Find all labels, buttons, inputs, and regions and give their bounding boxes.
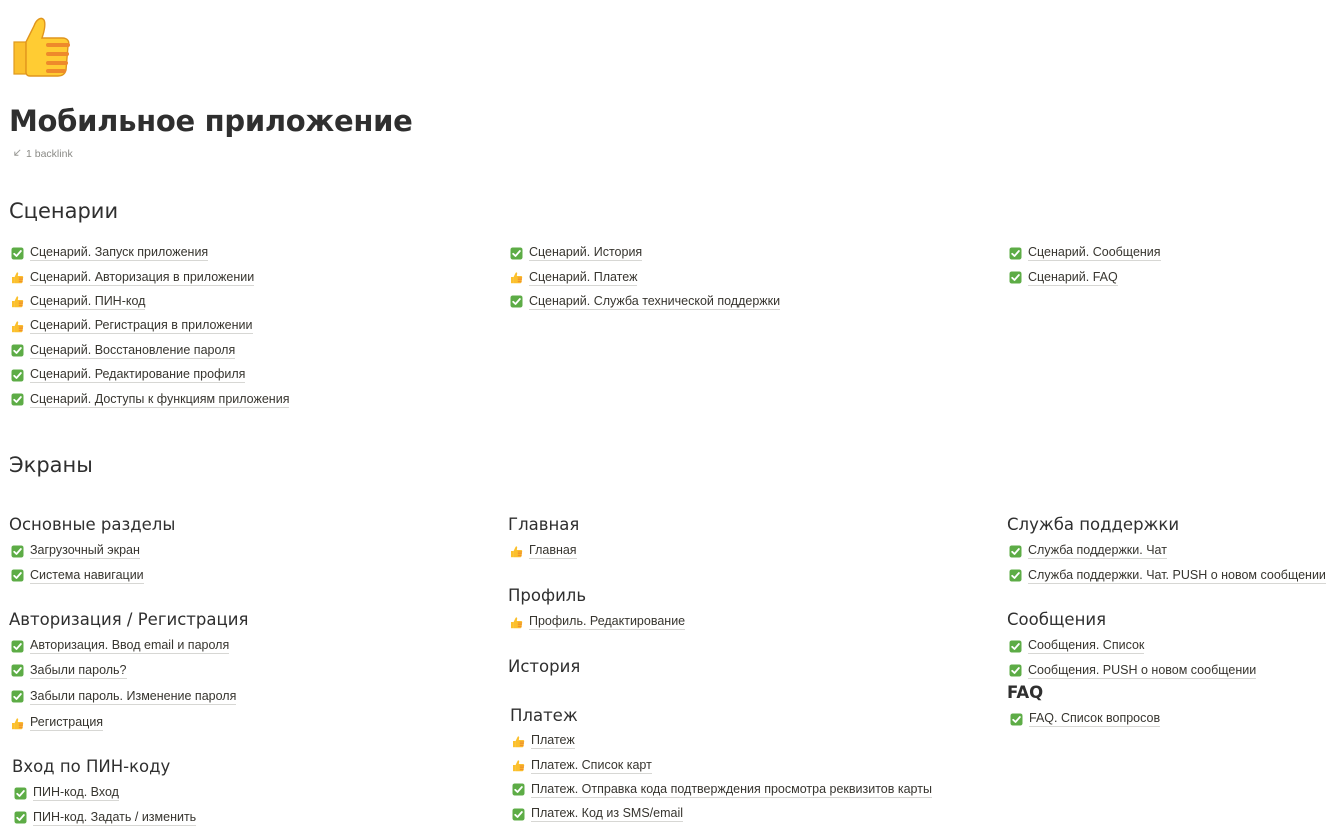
page-link-label: Сообщения. PUSH о новом сообщении <box>1028 662 1257 677</box>
page-link-label: ПИН-код. Задать / изменить <box>33 809 197 824</box>
page-link[interactable] <box>1009 539 1326 563</box>
history-heading: История <box>508 657 581 676</box>
page-link[interactable] <box>14 805 196 829</box>
page-link-label: Забыли пароль? <box>30 662 127 677</box>
main-sections-list <box>11 539 144 588</box>
page-title: Мобильное приложение <box>9 104 413 138</box>
page-link[interactable] <box>11 634 236 658</box>
page-link-label: Сценарий. Восстановление пароля <box>30 342 236 357</box>
checkbox-checked-icon <box>1009 664 1022 677</box>
backlinks-label: 1 backlink <box>26 148 73 160</box>
checkbox-checked-icon <box>11 344 24 357</box>
checkbox-checked-icon <box>11 664 24 677</box>
checkbox-checked-icon <box>1009 271 1022 284</box>
thumbs-up-icon <box>510 271 523 284</box>
faq-heading: FAQ <box>1007 683 1044 702</box>
page-link-label: Сценарий. Редактирование профиля <box>30 367 246 382</box>
screens-heading: Экраны <box>9 453 93 477</box>
page-link[interactable] <box>510 290 780 314</box>
page-link[interactable] <box>11 363 289 387</box>
home-heading: Главная <box>508 515 580 534</box>
profile-list <box>510 610 685 634</box>
page-link[interactable] <box>11 314 289 338</box>
checkbox-checked-icon <box>11 545 24 558</box>
scenarios-column-1 <box>11 241 289 412</box>
thumbs-up-icon <box>11 320 24 333</box>
page-link[interactable] <box>512 802 932 826</box>
page-link[interactable] <box>1009 563 1326 587</box>
page-link[interactable] <box>512 729 932 753</box>
thumbs-up-icon <box>510 616 523 629</box>
page-link-label: FAQ. Список вопросов <box>1029 711 1161 726</box>
backlinks-button[interactable] <box>13 148 73 160</box>
checkbox-checked-icon <box>11 369 24 382</box>
page-link-label: Сценарий. Служба технической поддержки <box>529 293 781 308</box>
page-link-label: Сценарий. ПИН-код <box>30 293 146 308</box>
thumbs-up-icon <box>11 717 24 730</box>
page-link-label: Платеж. Отправка кода подтверждения просмотра реквизитов карты <box>531 781 932 796</box>
page-link-label: Сценарий. Платеж <box>529 269 638 284</box>
faq-list <box>1010 707 1160 731</box>
thumbs-up-icon <box>11 271 24 284</box>
page-link[interactable] <box>512 778 932 802</box>
page-link[interactable] <box>11 539 144 563</box>
page-link[interactable] <box>510 241 780 265</box>
page-link[interactable] <box>11 241 289 265</box>
page-link[interactable] <box>1009 265 1161 289</box>
checkbox-checked-icon <box>1009 545 1022 558</box>
thumbs-up-icon <box>510 545 523 558</box>
page-link-label: ПИН-код. Вход <box>33 785 119 800</box>
main-sections-heading: Основные разделы <box>9 515 176 534</box>
checkbox-checked-icon <box>1009 640 1022 653</box>
page-link[interactable] <box>11 563 144 587</box>
auth-list <box>11 634 236 736</box>
page-link-label: Сценарий. Регистрация в приложении <box>30 318 253 333</box>
page-link[interactable] <box>1009 634 1256 658</box>
page-link-label: Сообщения. Список <box>1028 638 1145 653</box>
page-link-label: Сценарий. История <box>529 245 643 260</box>
backlink-arrow-icon <box>13 148 22 160</box>
support-list <box>1009 539 1326 588</box>
page-link-label: Главная <box>529 543 577 558</box>
page-link[interactable] <box>11 387 289 411</box>
page-link[interactable] <box>11 658 236 682</box>
page-link[interactable] <box>11 290 289 314</box>
messages-heading: Сообщения <box>1007 610 1107 629</box>
checkbox-checked-icon <box>11 690 24 703</box>
page-link-label: Сценарий. Сообщения <box>1028 245 1161 260</box>
page-link-label: Забыли пароль. Изменение пароля <box>30 688 237 703</box>
checkbox-checked-icon <box>510 295 523 308</box>
thumbs-up-icon <box>512 759 525 772</box>
messages-list <box>1009 634 1256 683</box>
page-link[interactable] <box>1010 707 1160 731</box>
checkbox-checked-icon <box>1010 713 1023 726</box>
page-link[interactable] <box>11 685 236 709</box>
checkbox-checked-icon <box>1009 247 1022 260</box>
page-link-label: Сценарий. FAQ <box>1028 269 1118 284</box>
checkbox-checked-icon <box>11 247 24 260</box>
page-link-label: Сценарий. Запуск приложения <box>30 245 209 260</box>
page-link-label: Регистрация <box>30 715 104 730</box>
page-link-label: Платеж. Код из SMS/email <box>531 806 684 821</box>
checkbox-checked-icon <box>512 783 525 796</box>
page-thumbs-up-icon[interactable] <box>8 12 72 78</box>
checkbox-checked-icon <box>510 247 523 260</box>
page-link[interactable] <box>11 711 236 735</box>
page-link[interactable] <box>14 781 196 805</box>
page-link[interactable] <box>1009 658 1256 682</box>
page-link-label: Система навигации <box>30 567 144 582</box>
scenarios-column-2 <box>510 241 780 314</box>
checkbox-checked-icon <box>512 808 525 821</box>
home-list <box>510 539 577 563</box>
page-link[interactable] <box>510 610 685 634</box>
payment-heading: Платеж <box>510 706 578 725</box>
page-link[interactable] <box>510 265 780 289</box>
page-link-label: Служба поддержки. Чат. PUSH о новом сообщении <box>1028 567 1326 582</box>
page-link[interactable] <box>11 339 289 363</box>
page-link-label: Загрузочный экран <box>30 543 140 558</box>
page-link-label: Авторизация. Ввод email и пароля <box>30 638 230 653</box>
page-link-label: Платеж. Список карт <box>531 757 652 772</box>
scenarios-heading: Сценарии <box>9 199 119 223</box>
auth-heading: Авторизация / Регистрация <box>9 610 249 629</box>
checkbox-checked-icon <box>11 640 24 653</box>
page-link[interactable] <box>11 265 289 289</box>
checkbox-checked-icon <box>14 811 27 824</box>
page-link-label: Платеж <box>531 733 575 748</box>
support-heading: Служба поддержки <box>1007 515 1180 534</box>
scenarios-column-3 <box>1009 241 1161 290</box>
page-link[interactable] <box>512 753 932 777</box>
page-link[interactable] <box>1009 241 1161 265</box>
thumbs-up-icon <box>512 735 525 748</box>
page-link-label: Профиль. Редактирование <box>529 614 686 629</box>
thumbs-up-icon <box>11 295 24 308</box>
pin-list <box>14 781 196 830</box>
page-link-label: Служба поддержки. Чат <box>1028 543 1167 558</box>
checkbox-checked-icon <box>11 569 24 582</box>
checkbox-checked-icon <box>1009 569 1022 582</box>
page-link-label: Сценарий. Доступы к функциям приложения <box>30 391 290 406</box>
page-link[interactable] <box>510 539 577 563</box>
profile-heading: Профиль <box>508 586 587 605</box>
checkbox-checked-icon <box>11 393 24 406</box>
pin-heading: Вход по ПИН-коду <box>12 757 171 776</box>
payment-list <box>512 729 932 827</box>
checkbox-checked-icon <box>14 787 27 800</box>
page-link-label: Сценарий. Авторизация в приложении <box>30 269 255 284</box>
